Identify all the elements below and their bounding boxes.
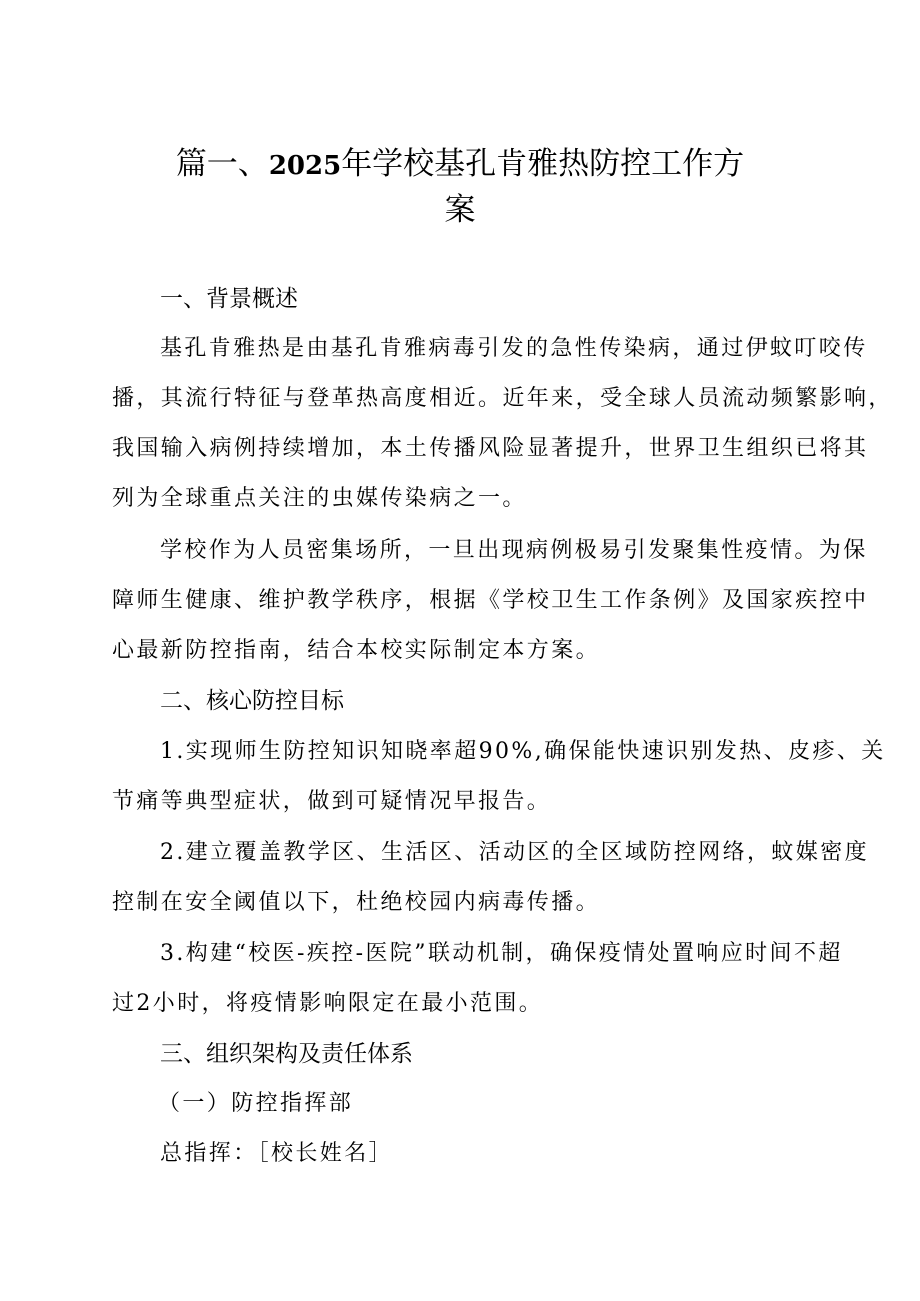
paragraph-line: 过2小时，将疫情影响限定在最小范围。 bbox=[112, 991, 544, 1016]
commander-line: 总指挥：［校长姓名］ bbox=[160, 1141, 394, 1166]
paragraph-line: 节痛等典型症状，做到可疑情况早报告。 bbox=[112, 789, 552, 814]
paragraph-line: 我国输入病例持续增加，本土传播风险显著提升，世界卫生组织已将其 bbox=[112, 436, 869, 461]
paragraph-line: 列为全球重点关注的虫媒传染病之一。 bbox=[112, 486, 527, 511]
paragraph-line: 控制在安全阈值以下，杜绝校园内病毒传播。 bbox=[112, 890, 601, 915]
section-heading-background: 一、背景概述 bbox=[160, 286, 298, 312]
paragraph-line: 障师生健康、维护教学秩序，根据《学校卫生工作条例》及国家疾控中 bbox=[112, 588, 869, 613]
document-title-line2: 案 bbox=[444, 192, 476, 228]
goal-item-3: 3.构建“校医-疾控-医院”联动机制，确保疫情处置响应时间不超 bbox=[160, 941, 843, 966]
title-prefix: 篇一、 bbox=[175, 146, 269, 182]
section-heading-goals: 二、核心防控目标 bbox=[160, 688, 344, 714]
document-title bbox=[110, 140, 810, 190]
paragraph-line: 心最新防控指南，结合本校实际制定本方案。 bbox=[112, 638, 601, 663]
goal-item-1: 1.实现师生防控知识知晓率超90%,确保能快速识别发热、皮疹、关 bbox=[160, 739, 886, 764]
goal-item-2: 2.建立覆盖教学区、生活区、活动区的全区域防控网络，蚊媒密度 bbox=[160, 840, 869, 865]
subsection-heading: （一）防控指挥部 bbox=[158, 1091, 354, 1116]
title-rest: 年学校基孔肯雅热防控工作方 bbox=[341, 146, 745, 182]
title-year: 2025 bbox=[268, 151, 342, 181]
paragraph-line: 基孔肯雅热是由基孔肯雅病毒引发的急性传染病，通过伊蚊叮咬传 bbox=[160, 336, 868, 361]
paragraph-line: 学校作为人员密集场所，一旦出现病例极易引发聚集性疫情。为保 bbox=[160, 538, 868, 563]
section-heading-organization: 三、组织架构及责任体系 bbox=[160, 1041, 413, 1067]
paragraph-line: 播，其流行特征与登革热高度相近。近年来，受全球人员流动频繁影响， bbox=[112, 386, 893, 411]
